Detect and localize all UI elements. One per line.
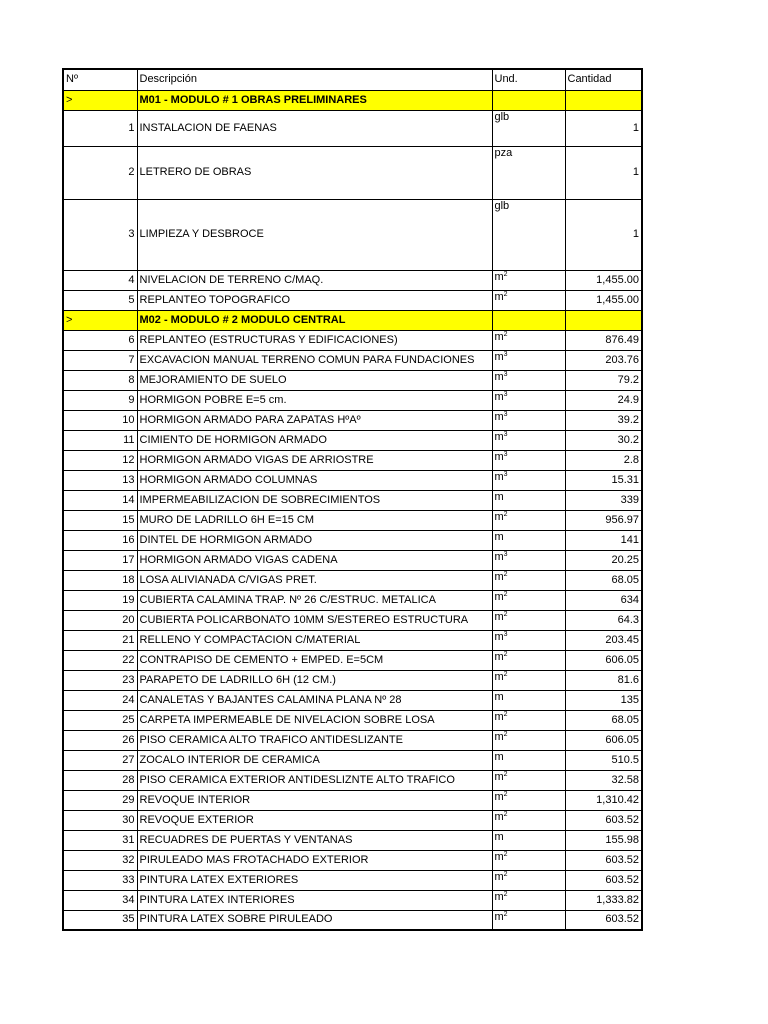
item-unit xyxy=(492,670,565,690)
unit-text: m xyxy=(494,590,504,603)
table-row xyxy=(63,910,642,930)
item-number: 10 xyxy=(63,410,137,430)
item-unit xyxy=(492,730,565,750)
unit-exponent: 3 xyxy=(503,630,508,638)
unit-text: m xyxy=(494,690,504,703)
item-unit xyxy=(492,450,565,470)
item-number: 27 xyxy=(63,750,137,770)
item-unit xyxy=(492,510,565,530)
item-number: 32 xyxy=(63,850,137,870)
unit-exponent: 2 xyxy=(503,290,508,298)
unit-text: m xyxy=(494,770,504,783)
item-number: 17 xyxy=(63,550,137,570)
table-row xyxy=(63,870,642,890)
unit-text: m xyxy=(494,650,504,663)
item-unit xyxy=(492,910,565,930)
section-unit-cell xyxy=(492,310,565,330)
unit-exponent: 2 xyxy=(503,610,508,618)
item-unit xyxy=(492,710,565,730)
item-unit xyxy=(492,199,565,270)
header-row xyxy=(63,69,642,90)
item-description: HORMIGON POBRE E=5 cm. xyxy=(137,390,492,410)
table-row xyxy=(63,510,642,530)
item-unit xyxy=(492,830,565,850)
item-unit xyxy=(492,430,565,450)
item-unit xyxy=(492,610,565,630)
item-number: 13 xyxy=(63,470,137,490)
item-unit xyxy=(492,290,565,310)
item-description: RECUADRES DE PUERTAS Y VENTANAS xyxy=(137,830,492,850)
unit-exponent: 2 xyxy=(503,870,508,878)
item-description: HORMIGON ARMADO COLUMNAS xyxy=(137,470,492,490)
item-description: LIMPIEZA Y DESBROCE xyxy=(137,199,492,270)
unit-exponent: 2 xyxy=(503,570,508,578)
table-row xyxy=(63,830,642,850)
item-number: 16 xyxy=(63,530,137,550)
item-quantity: 30.2 xyxy=(565,430,642,450)
quantities-table xyxy=(62,68,643,931)
table-row xyxy=(63,450,642,470)
table-row xyxy=(63,690,642,710)
item-quantity: 24.9 xyxy=(565,390,642,410)
unit-text: m xyxy=(494,670,504,683)
item-description: PISO CERAMICA ALTO TRAFICO ANTIDESLIZANTE xyxy=(137,730,492,750)
item-description: REPLANTEO TOPOGRAFICO xyxy=(137,290,492,310)
item-quantity: 634 xyxy=(565,590,642,610)
unit-text: glb xyxy=(494,110,510,123)
unit-text: m xyxy=(494,370,504,383)
table-row xyxy=(63,790,642,810)
item-unit xyxy=(492,810,565,830)
table-row xyxy=(63,199,642,270)
table-row xyxy=(63,350,642,370)
item-quantity: 339 xyxy=(565,490,642,510)
item-quantity: 956.97 xyxy=(565,510,642,530)
item-number: 12 xyxy=(63,450,137,470)
item-unit xyxy=(492,590,565,610)
item-description: CANALETAS Y BAJANTES CALAMINA PLANA Nº 28 xyxy=(137,690,492,710)
unit-text: m xyxy=(494,610,504,623)
item-quantity: 1,310.42 xyxy=(565,790,642,810)
section-row xyxy=(63,310,642,330)
section-qty-cell xyxy=(565,90,642,110)
unit-text: m xyxy=(494,330,504,343)
unit-text: m xyxy=(494,470,504,483)
table-row xyxy=(63,850,642,870)
item-description: PINTURA LATEX INTERIORES xyxy=(137,890,492,910)
item-quantity: 606.05 xyxy=(565,730,642,750)
unit-exponent: 3 xyxy=(503,350,508,358)
item-number: 6 xyxy=(63,330,137,350)
unit-text: m xyxy=(494,530,504,543)
table-row xyxy=(63,410,642,430)
item-number: 19 xyxy=(63,590,137,610)
item-quantity: 603.52 xyxy=(565,850,642,870)
item-quantity: 79.2 xyxy=(565,370,642,390)
unit-text: pza xyxy=(494,146,513,159)
table-row xyxy=(63,390,642,410)
item-number: 9 xyxy=(63,390,137,410)
item-quantity: 32.58 xyxy=(565,770,642,790)
item-description: IMPERMEABILIZACION DE SOBRECIMIENTOS xyxy=(137,490,492,510)
table-row xyxy=(63,270,642,290)
item-number: 33 xyxy=(63,870,137,890)
item-description: INSTALACION DE FAENAS xyxy=(137,110,492,146)
unit-text: m xyxy=(494,750,504,763)
item-unit xyxy=(492,110,565,146)
unit-exponent: 3 xyxy=(503,370,508,378)
section-title: M02 - MODULO # 2 MODULO CENTRAL xyxy=(137,310,492,330)
table-row xyxy=(63,710,642,730)
unit-text: m xyxy=(494,870,504,883)
item-quantity: 15.31 xyxy=(565,470,642,490)
unit-exponent: 2 xyxy=(503,790,508,798)
unit-text: m xyxy=(494,630,504,643)
item-unit xyxy=(492,530,565,550)
item-unit xyxy=(492,550,565,570)
item-description: MEJORAMIENTO DE SUELO xyxy=(137,370,492,390)
table-row xyxy=(63,570,642,590)
unit-exponent: 3 xyxy=(503,450,508,458)
unit-exponent: 3 xyxy=(503,410,508,418)
unit-text: m xyxy=(494,910,504,923)
item-description: REVOQUE INTERIOR xyxy=(137,790,492,810)
unit-exponent: 2 xyxy=(503,270,508,278)
unit-exponent: 2 xyxy=(503,510,508,518)
item-unit xyxy=(492,690,565,710)
item-number: 14 xyxy=(63,490,137,510)
unit-exponent: 2 xyxy=(503,590,508,598)
section-unit-cell xyxy=(492,90,565,110)
item-quantity: 606.05 xyxy=(565,650,642,670)
table-row xyxy=(63,890,642,910)
item-quantity: 1 xyxy=(565,199,642,270)
header-quantity: Cantidad xyxy=(565,69,642,90)
item-number: 2 xyxy=(63,146,137,199)
item-number: 7 xyxy=(63,350,137,370)
table-row xyxy=(63,530,642,550)
unit-text: m xyxy=(494,430,504,443)
item-quantity: 81.6 xyxy=(565,670,642,690)
table-row xyxy=(63,470,642,490)
item-unit xyxy=(492,750,565,770)
header-description: Descripción xyxy=(137,69,492,90)
unit-exponent: 2 xyxy=(503,710,508,718)
item-description: HORMIGON ARMADO PARA ZAPATAS HºAº xyxy=(137,410,492,430)
unit-exponent: 2 xyxy=(503,650,508,658)
item-description: PINTURA LATEX EXTERIORES xyxy=(137,870,492,890)
section-title: M01 - MODULO # 1 OBRAS PRELIMINARES xyxy=(137,90,492,110)
table-row xyxy=(63,330,642,350)
item-unit xyxy=(492,490,565,510)
table-row xyxy=(63,550,642,570)
table-row xyxy=(63,610,642,630)
item-description: MURO DE LADRILLO 6H E=15 CM xyxy=(137,510,492,530)
unit-exponent: 2 xyxy=(503,890,508,898)
item-number: 34 xyxy=(63,890,137,910)
item-description: LETRERO DE OBRAS xyxy=(137,146,492,199)
unit-text: m xyxy=(494,850,504,863)
item-quantity: 2.8 xyxy=(565,450,642,470)
unit-text: m xyxy=(494,830,504,843)
item-quantity: 1 xyxy=(565,146,642,199)
table-row xyxy=(63,750,642,770)
unit-text: m xyxy=(494,350,504,363)
item-quantity: 141 xyxy=(565,530,642,550)
item-number: 22 xyxy=(63,650,137,670)
item-quantity: 203.76 xyxy=(565,350,642,370)
unit-exponent: 2 xyxy=(503,850,508,858)
item-description: DINTEL DE HORMIGON ARMADO xyxy=(137,530,492,550)
item-unit xyxy=(492,630,565,650)
item-description: LOSA ALIVIANADA C/VIGAS PRET. xyxy=(137,570,492,590)
section-marker: > xyxy=(63,310,137,330)
unit-text: m xyxy=(494,730,504,743)
item-quantity: 20.25 xyxy=(565,550,642,570)
item-description: PIRULEADO MAS FROTACHADO EXTERIOR xyxy=(137,850,492,870)
unit-exponent: 2 xyxy=(503,910,508,918)
item-quantity: 39.2 xyxy=(565,410,642,430)
table-body xyxy=(63,69,642,930)
table-row xyxy=(63,650,642,670)
item-quantity: 203.45 xyxy=(565,630,642,650)
item-number: 35 xyxy=(63,910,137,930)
unit-text: m xyxy=(494,550,504,563)
table-row xyxy=(63,370,642,390)
item-number: 15 xyxy=(63,510,137,530)
unit-text: m xyxy=(494,710,504,723)
item-quantity: 64.3 xyxy=(565,610,642,630)
item-unit xyxy=(492,390,565,410)
item-unit xyxy=(492,870,565,890)
item-quantity: 1 xyxy=(565,110,642,146)
unit-text: m xyxy=(494,270,504,283)
item-unit xyxy=(492,790,565,810)
item-number: 21 xyxy=(63,630,137,650)
item-quantity: 1,333.82 xyxy=(565,890,642,910)
unit-text: m xyxy=(494,450,504,463)
item-unit xyxy=(492,890,565,910)
item-quantity: 603.52 xyxy=(565,870,642,890)
item-number: 3 xyxy=(63,199,137,270)
item-unit xyxy=(492,570,565,590)
unit-text: glb xyxy=(494,199,510,212)
table-row xyxy=(63,590,642,610)
unit-exponent: 2 xyxy=(503,770,508,778)
item-description: PINTURA LATEX SOBRE PIRULEADO xyxy=(137,910,492,930)
unit-text: m xyxy=(494,390,504,403)
unit-exponent: 2 xyxy=(503,670,508,678)
table-row xyxy=(63,290,642,310)
unit-text: m xyxy=(494,510,504,523)
item-number: 29 xyxy=(63,790,137,810)
item-description: CIMIENTO DE HORMIGON ARMADO xyxy=(137,430,492,450)
item-unit xyxy=(492,470,565,490)
item-number: 4 xyxy=(63,270,137,290)
item-number: 11 xyxy=(63,430,137,450)
table-row xyxy=(63,110,642,146)
item-description: HORMIGON ARMADO VIGAS DE ARRIOSTRE xyxy=(137,450,492,470)
item-number: 25 xyxy=(63,710,137,730)
item-unit xyxy=(492,146,565,199)
item-number: 1 xyxy=(63,110,137,146)
item-quantity: 1,455.00 xyxy=(565,270,642,290)
item-number: 28 xyxy=(63,770,137,790)
table-row xyxy=(63,430,642,450)
unit-exponent: 3 xyxy=(503,470,508,478)
unit-text: m xyxy=(494,790,504,803)
unit-text: m xyxy=(494,810,504,823)
item-number: 23 xyxy=(63,670,137,690)
item-number: 5 xyxy=(63,290,137,310)
item-description: PARAPETO DE LADRILLO 6H (12 CM.) xyxy=(137,670,492,690)
unit-exponent: 2 xyxy=(503,330,508,338)
table-row xyxy=(63,810,642,830)
item-description: CARPETA IMPERMEABLE DE NIVELACION SOBRE LOSA xyxy=(137,710,492,730)
item-quantity: 155.98 xyxy=(565,830,642,850)
item-unit xyxy=(492,330,565,350)
item-quantity: 68.05 xyxy=(565,710,642,730)
item-description: EXCAVACION MANUAL TERRENO COMUN PARA FUNDACIONES xyxy=(137,350,492,370)
table-row xyxy=(63,670,642,690)
item-description: REVOQUE EXTERIOR xyxy=(137,810,492,830)
item-description: CONTRAPISO DE CEMENTO + EMPED. E=5CM xyxy=(137,650,492,670)
item-description: HORMIGON ARMADO VIGAS CADENA xyxy=(137,550,492,570)
section-marker: > xyxy=(63,90,137,110)
item-number: 30 xyxy=(63,810,137,830)
table-row xyxy=(63,770,642,790)
item-quantity: 1,455.00 xyxy=(565,290,642,310)
item-quantity: 603.52 xyxy=(565,910,642,930)
unit-text: m xyxy=(494,570,504,583)
item-description: PISO CERAMICA EXTERIOR ANTIDESLIZNTE ALTO TRAFICO xyxy=(137,770,492,790)
table-row xyxy=(63,490,642,510)
item-description: NIVELACION DE TERRENO C/MAQ. xyxy=(137,270,492,290)
item-quantity: 510.5 xyxy=(565,750,642,770)
item-description: RELLENO Y COMPACTACION C/MATERIAL xyxy=(137,630,492,650)
table-row xyxy=(63,730,642,750)
item-number: 24 xyxy=(63,690,137,710)
item-description: ZOCALO INTERIOR DE CERAMICA xyxy=(137,750,492,770)
unit-exponent: 3 xyxy=(503,430,508,438)
item-description: CUBIERTA CALAMINA TRAP. Nº 26 C/ESTRUC. METALICA xyxy=(137,590,492,610)
header-unit: Und. xyxy=(492,69,565,90)
item-unit xyxy=(492,410,565,430)
unit-exponent: 2 xyxy=(503,730,508,738)
item-unit xyxy=(492,650,565,670)
item-unit xyxy=(492,270,565,290)
item-description: REPLANTEO (ESTRUCTURAS Y EDIFICACIONES) xyxy=(137,330,492,350)
item-unit xyxy=(492,370,565,390)
unit-exponent: 3 xyxy=(503,390,508,398)
item-unit xyxy=(492,770,565,790)
unit-text: m xyxy=(494,410,504,423)
unit-text: m xyxy=(494,490,504,503)
item-unit xyxy=(492,850,565,870)
item-unit xyxy=(492,350,565,370)
section-qty-cell xyxy=(565,310,642,330)
item-number: 26 xyxy=(63,730,137,750)
item-number: 8 xyxy=(63,370,137,390)
item-quantity: 603.52 xyxy=(565,810,642,830)
item-quantity: 135 xyxy=(565,690,642,710)
unit-text: m xyxy=(494,890,504,903)
section-row xyxy=(63,90,642,110)
item-quantity: 876.49 xyxy=(565,330,642,350)
unit-exponent: 2 xyxy=(503,810,508,818)
table-row xyxy=(63,146,642,199)
table-row xyxy=(63,630,642,650)
item-quantity: 68.05 xyxy=(565,570,642,590)
item-number: 31 xyxy=(63,830,137,850)
item-number: 18 xyxy=(63,570,137,590)
unit-exponent: 3 xyxy=(503,550,508,558)
unit-text: m xyxy=(494,290,504,303)
item-description: CUBIERTA POLICARBONATO 10MM S/ESTEREO ESTRUCTURA xyxy=(137,610,492,630)
item-number: 20 xyxy=(63,610,137,630)
header-no: Nº xyxy=(63,69,137,90)
